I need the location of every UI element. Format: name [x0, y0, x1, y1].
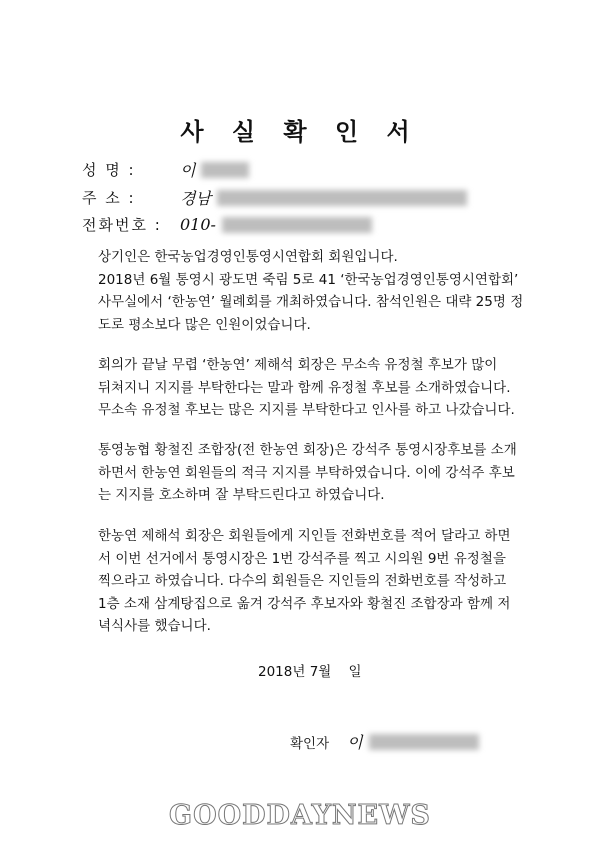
paragraph-4	[98, 525, 528, 638]
address-label: 주 소 :	[82, 189, 136, 207]
address-value: 경남	[180, 189, 211, 208]
name-label: 성 명 :	[82, 161, 136, 179]
paragraph-line: 도로 평소보다 많은 인원이었습니다.	[98, 316, 311, 333]
redacted-phone	[222, 217, 372, 233]
name-field	[82, 158, 249, 181]
paragraph-line: 찍으라고 하였습니다. 다수의 회원들은 지인들의 전화번호를 작성하고	[98, 573, 507, 589]
signer-value: 이	[347, 733, 363, 752]
paragraph-1	[98, 246, 528, 336]
paragraph-line: 회의가 끝날 무렵 ‘한농연’ 제해석 회장은 무소속 유정철 후보가 많이	[98, 357, 498, 373]
paragraph-line: 사무실에서 ‘한농연’ 월례회를 개최하였습니다. 참석인원은 대략 25명 정	[98, 294, 524, 310]
phone-field	[82, 214, 372, 235]
paragraph-line: 통영농협 황철진 조합장(전 한농연 회장)은 강석주 통영시장후보를 소개	[98, 442, 517, 458]
paragraph-line: 서 이번 선거에서 통영시장은 1번 강석주를 찍고 시의원 9번 유정철을	[98, 550, 506, 567]
watermark: GOODDAYNEWS	[169, 800, 431, 831]
paragraph-line: 뒤쳐지니 지지를 부탁한다는 말과 함께 유정철 후보를 소개하였습니다.	[98, 379, 511, 396]
document-date: 2018년 7월 일	[258, 664, 362, 680]
phone-label: 전화번호 :	[82, 216, 162, 234]
redacted-name	[201, 162, 249, 178]
redacted-signer	[369, 734, 479, 750]
address-field	[82, 186, 467, 209]
paragraph-line: 하면서 한농연 회원들의 적극 지지를 부탁하였습니다. 이에 강석주 후보	[98, 464, 515, 481]
paragraph-line: 1층 소재 삼계탕집으로 옮겨 강석주 후보자와 황철진 조합장과 함께 저	[98, 595, 511, 612]
paragraph-line: 상기인은 한국농업경영인통영시연합회 회원입니다.	[98, 249, 398, 265]
redacted-address	[217, 190, 467, 206]
paragraph-line: 한농연 제해석 회장은 회원들에게 지인들 전화번호를 적어 달라고 하면	[98, 528, 511, 544]
paragraph-line: 무소속 유정철 후보는 많은 지지를 부탁한다고 인사를 하고 나갔습니다.	[98, 402, 515, 418]
paragraph-3	[98, 439, 528, 507]
paragraph-2	[98, 354, 528, 422]
document-title: 사 실 확 인 서	[180, 118, 420, 146]
paragraph-line: 는 지지를 호소하며 잘 부탁드린다고 하였습니다.	[98, 487, 385, 503]
name-value: 이	[180, 161, 196, 180]
signer-label: 확인자	[290, 735, 330, 752]
phone-value: 010-	[180, 215, 216, 234]
paragraph-line: 녁식사를 했습니다.	[98, 618, 211, 634]
paragraph-line: 2018년 6월 통영시 광도면 죽림 5로 41 ‘한국농업경영인통영시연합회’	[98, 271, 519, 288]
signer-field	[290, 730, 479, 753]
